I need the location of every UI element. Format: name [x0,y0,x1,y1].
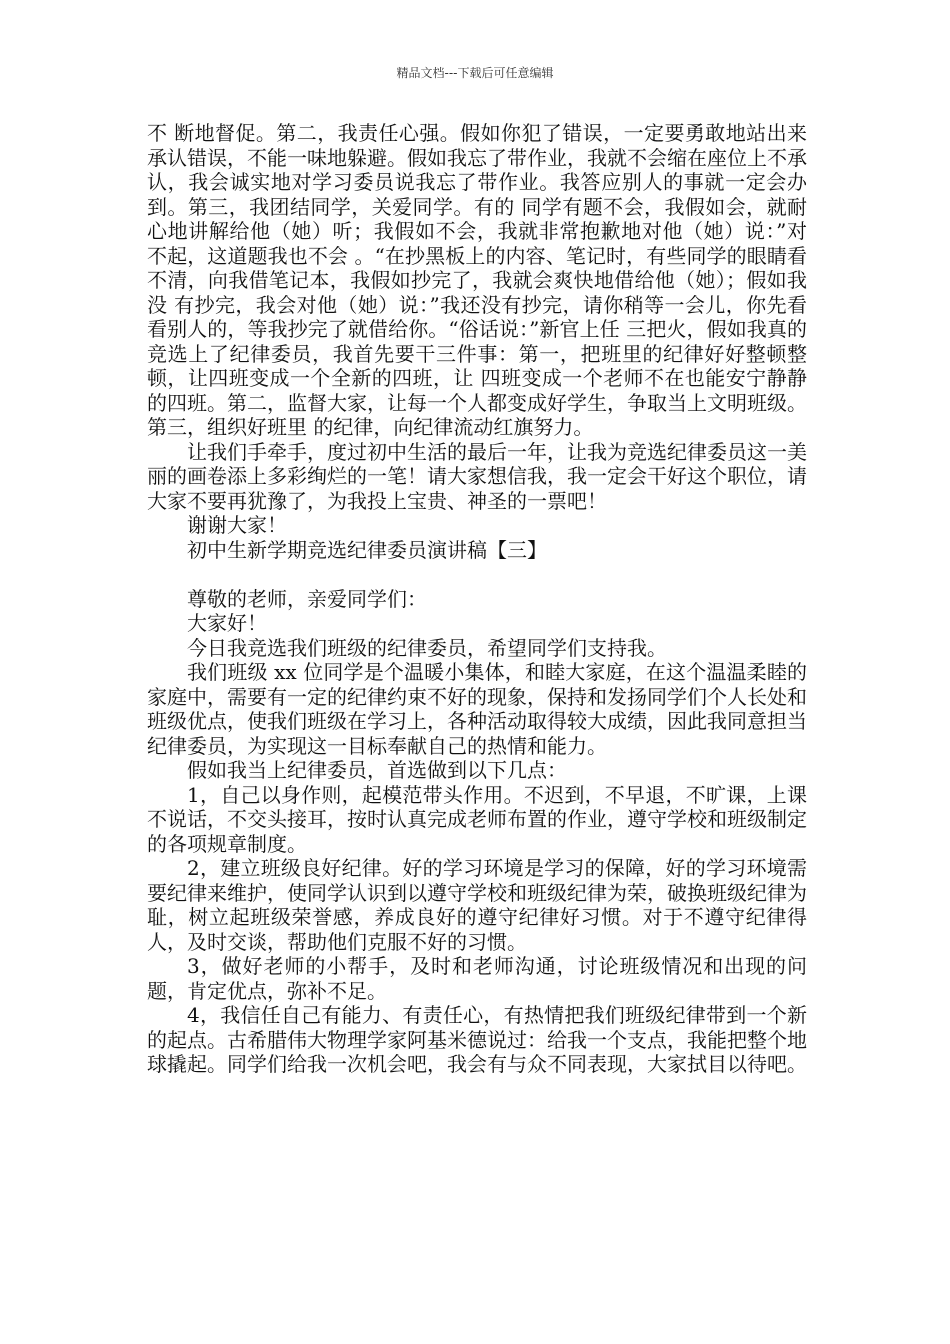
paragraph-class-description: 我们班级 xx 位同学是个温暖小集体，和睦大家庭，在这个温温柔睦的家庭中，需要有一定的纪律约束不好的现象，保持和发扬同学们个人长处和班级优点，使我们班级在学习上，各种活动取得较大成绩，因此我同意担当纪律委员，为实现这一目标奉献自己的热情和能力。 [147,660,807,758]
paragraph-point-1: 1，自己以身作则，起模范带头作用。不迟到，不早退，不旷课，上课不说话，不交头接耳，按时认真完成老师布置的作业，遵守学校和班级制定的各项规章制度。 [147,782,807,856]
paragraph-thanks: 谢谢大家！ [187,513,287,537]
blank-line [147,562,807,587]
section-title: 初中生新学期竞选纪律委员演讲稿【三】 [187,537,547,562]
paragraph-closing-appeal: 让我们手牵手，度过初中生活的最后一年，让我为竞选纪律委员这一美丽的画卷添上多彩绚烂的一笔！请大家想信我，我一定会干好这个职位，请大家不要再犹豫了，为我投上宝贵、神圣的一票吧！ [147,439,807,513]
page-header: 精品文档---下载后可任意编辑 [396,66,554,80]
paragraph-point-2: 2，建立班级良好纪律。好的学习环境是学习的保障，好的学习环境需要纪律来维护，使同学认识到以遵守学校和班级纪律为荣，破换班级纪律为耻，树立起班级荣誉感，养成良好的遵守纪律好习惯。对于不遵守纪律得人，及时交谈，帮助他们克服不好的习惯。 [147,856,807,954]
paragraph-intro: 今日我竞选我们班级的纪律委员，希望同学们支持我。 [187,635,667,660]
paragraph-points-lead: 假如我当上纪律委员，首选做到以下几点： [187,758,567,782]
paragraph-point-4: 4，我信任自己有能力、有责任心，有热情把我们班级纪律带到一个新的起点。古希腊伟大物理学家阿基米德说过：给我一个支点，我能把整个地球撬起。同学们给我一次机会吧，我会有与众不同表现，大家拭目以待吧。 [147,1003,807,1076]
paragraph-salutation: 尊敬的老师，亲爱同学们： [187,586,427,611]
document-body [147,121,807,1077]
paragraph-continuation: 不 断地督促。第二，我责任心强。假如你犯了错误，一定要勇敢地站出来承认错误，不能一味地躲避。假如我忘了带作业，我就不会缩在座位上不承认，我会诚实地对学习委员说我忘了带作业。我答应别人的事就一定会办到。第三，我团结同学，关爱同学。有的 同学有题不会，我假如会，就耐心地讲解给他（她）听；我假如不会，我就非常抱歉地对他（她）说：”对不起，这道题我也不会 。“在抄黑板上的内容、笔记时，有些同学的眼睛看不清，向我借笔记本，我假如抄完了，我就会爽快地借给他（她）；假如我没 有抄完，我会对他（她）说：”我还没有抄完，请你稍等一会儿，你先看看别人的，等我抄完了就借给你。“俗话说：”新官上任 三把火，假如我真的竞选上了纪律委员，我首先要干三件事：第一，把班里的纪律好好整顿整顿，让四班变成一个全新的四班，让 四班变成一个老师不在也能安宁静静的四班。第二，监督大家，让每一个人都变成好学生，争取当上文明班级。第三，组织好班里 的纪律，向纪律流动红旗努力。 [147,121,807,439]
paragraph-point-3: 3，做好老师的小帮手，及时和老师沟通，讨论班级情况和出现的问题，肯定优点，弥补不足。 [147,954,807,1003]
paragraph-greeting: 大家好！ [187,611,267,635]
